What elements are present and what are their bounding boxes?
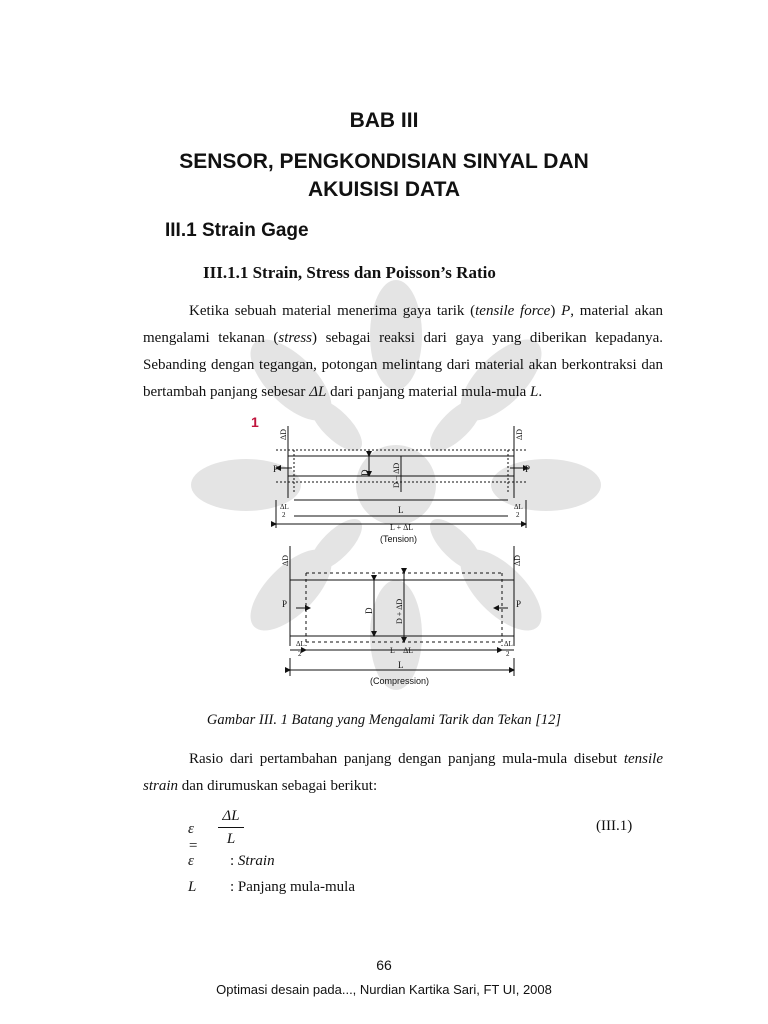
compression-diameter-label: D <box>364 607 374 614</box>
paragraph-line: Rasio dari pertambahan panjang dengan panjang mula-mula disebut tensile <box>189 751 663 767</box>
compression-length-label: L <box>398 660 404 670</box>
compression-half-dd-label-right: ΔD <box>513 555 522 566</box>
page-footer: Optimasi desain pada..., Nurdian Kartika Sari, FT UI, 2008 <box>216 982 552 997</box>
equation-denominator: L <box>226 831 236 847</box>
compression-caption: (Compression) <box>370 676 430 686</box>
figure-caption: Gambar III. 1 Batang yang Mengalami Tarik dan Tekan [12] <box>206 712 562 728</box>
figure-marker: 1 <box>251 414 259 430</box>
tension-half-den-right: 2 <box>516 511 520 519</box>
equation-numerator: ΔL <box>222 808 240 824</box>
subsection-heading: III.1.1 Strain, Stress dan Poisson’s Ratio <box>203 263 496 282</box>
chapter-title-line-1: SENSOR, PENGKONDISIAN SINYAL DAN <box>179 150 589 173</box>
paragraph-line: Sebanding dengan tegangan, potongan melintang dari material akan berkontraksi dan <box>143 357 663 373</box>
tension-force-left-label: P <box>273 464 279 474</box>
equation-number: (III.1) <box>596 818 633 834</box>
compression-half-den-right: 2 <box>506 650 510 658</box>
compression-half-dl-left: ΔL <box>296 640 305 648</box>
compression-half-dd-label-left: ΔD <box>281 555 290 566</box>
paragraph-line: Ketika sebuah material menerima gaya tarik (tensile force) P, material akan <box>189 303 663 319</box>
tension-half-dl-left: ΔL <box>280 503 289 511</box>
equation-lhs: ε = <box>188 821 199 854</box>
tension-half-dd-label-left: ΔD <box>279 429 288 440</box>
paragraph-strain <box>143 746 663 800</box>
tension-half-dl-right: ΔL <box>514 503 523 511</box>
section-heading: III.1 Strain Gage <box>165 220 309 241</box>
tension-caption: (Tension) <box>380 534 418 544</box>
definition-description: : Strain <box>230 853 275 869</box>
definition-symbol: L <box>188 879 197 895</box>
compression-force-right-label: P <box>516 599 522 609</box>
tension-half-den-left: 2 <box>282 511 286 519</box>
compression-short-length-label: L − ΔL <box>390 646 414 655</box>
paragraph-line: strain dan dirumuskan sebagai berikut: <box>143 778 378 794</box>
page-number: 66 <box>376 957 392 973</box>
tension-length-label: L <box>398 505 404 515</box>
definition-description: : Panjang mula-mula <box>230 879 355 895</box>
compression-increased-diameter-label: D + ΔD <box>395 598 404 624</box>
compression-half-den-left: 2 <box>298 650 302 658</box>
paragraph-line: bertambah panjang sebesar ΔL dari panjang material mula-mula L. <box>143 384 543 400</box>
chapter-title-line-2: AKUISISI DATA <box>307 178 461 201</box>
definition-symbol: ε <box>188 853 194 869</box>
tension-total-length-label: L + ΔL <box>390 523 414 532</box>
compression-half-dl-right: ΔL <box>504 640 513 648</box>
paragraph-intro <box>143 298 663 406</box>
chapter-heading: BAB III <box>349 109 419 132</box>
tension-half-dd-label-right: ΔD <box>515 429 524 440</box>
tension-compression-figure <box>273 418 532 690</box>
tension-force-right-label: P <box>525 464 531 474</box>
tension-reduced-diameter-label: D − ΔD <box>392 462 401 488</box>
tension-diameter-label: D <box>360 469 370 476</box>
equation-fraction <box>218 805 244 850</box>
paragraph-line: mengalami tekanan (stress) sebagai reaksi dari gaya yang diberikan kepadanya. <box>143 330 664 346</box>
compression-force-left-label: P <box>282 599 288 609</box>
